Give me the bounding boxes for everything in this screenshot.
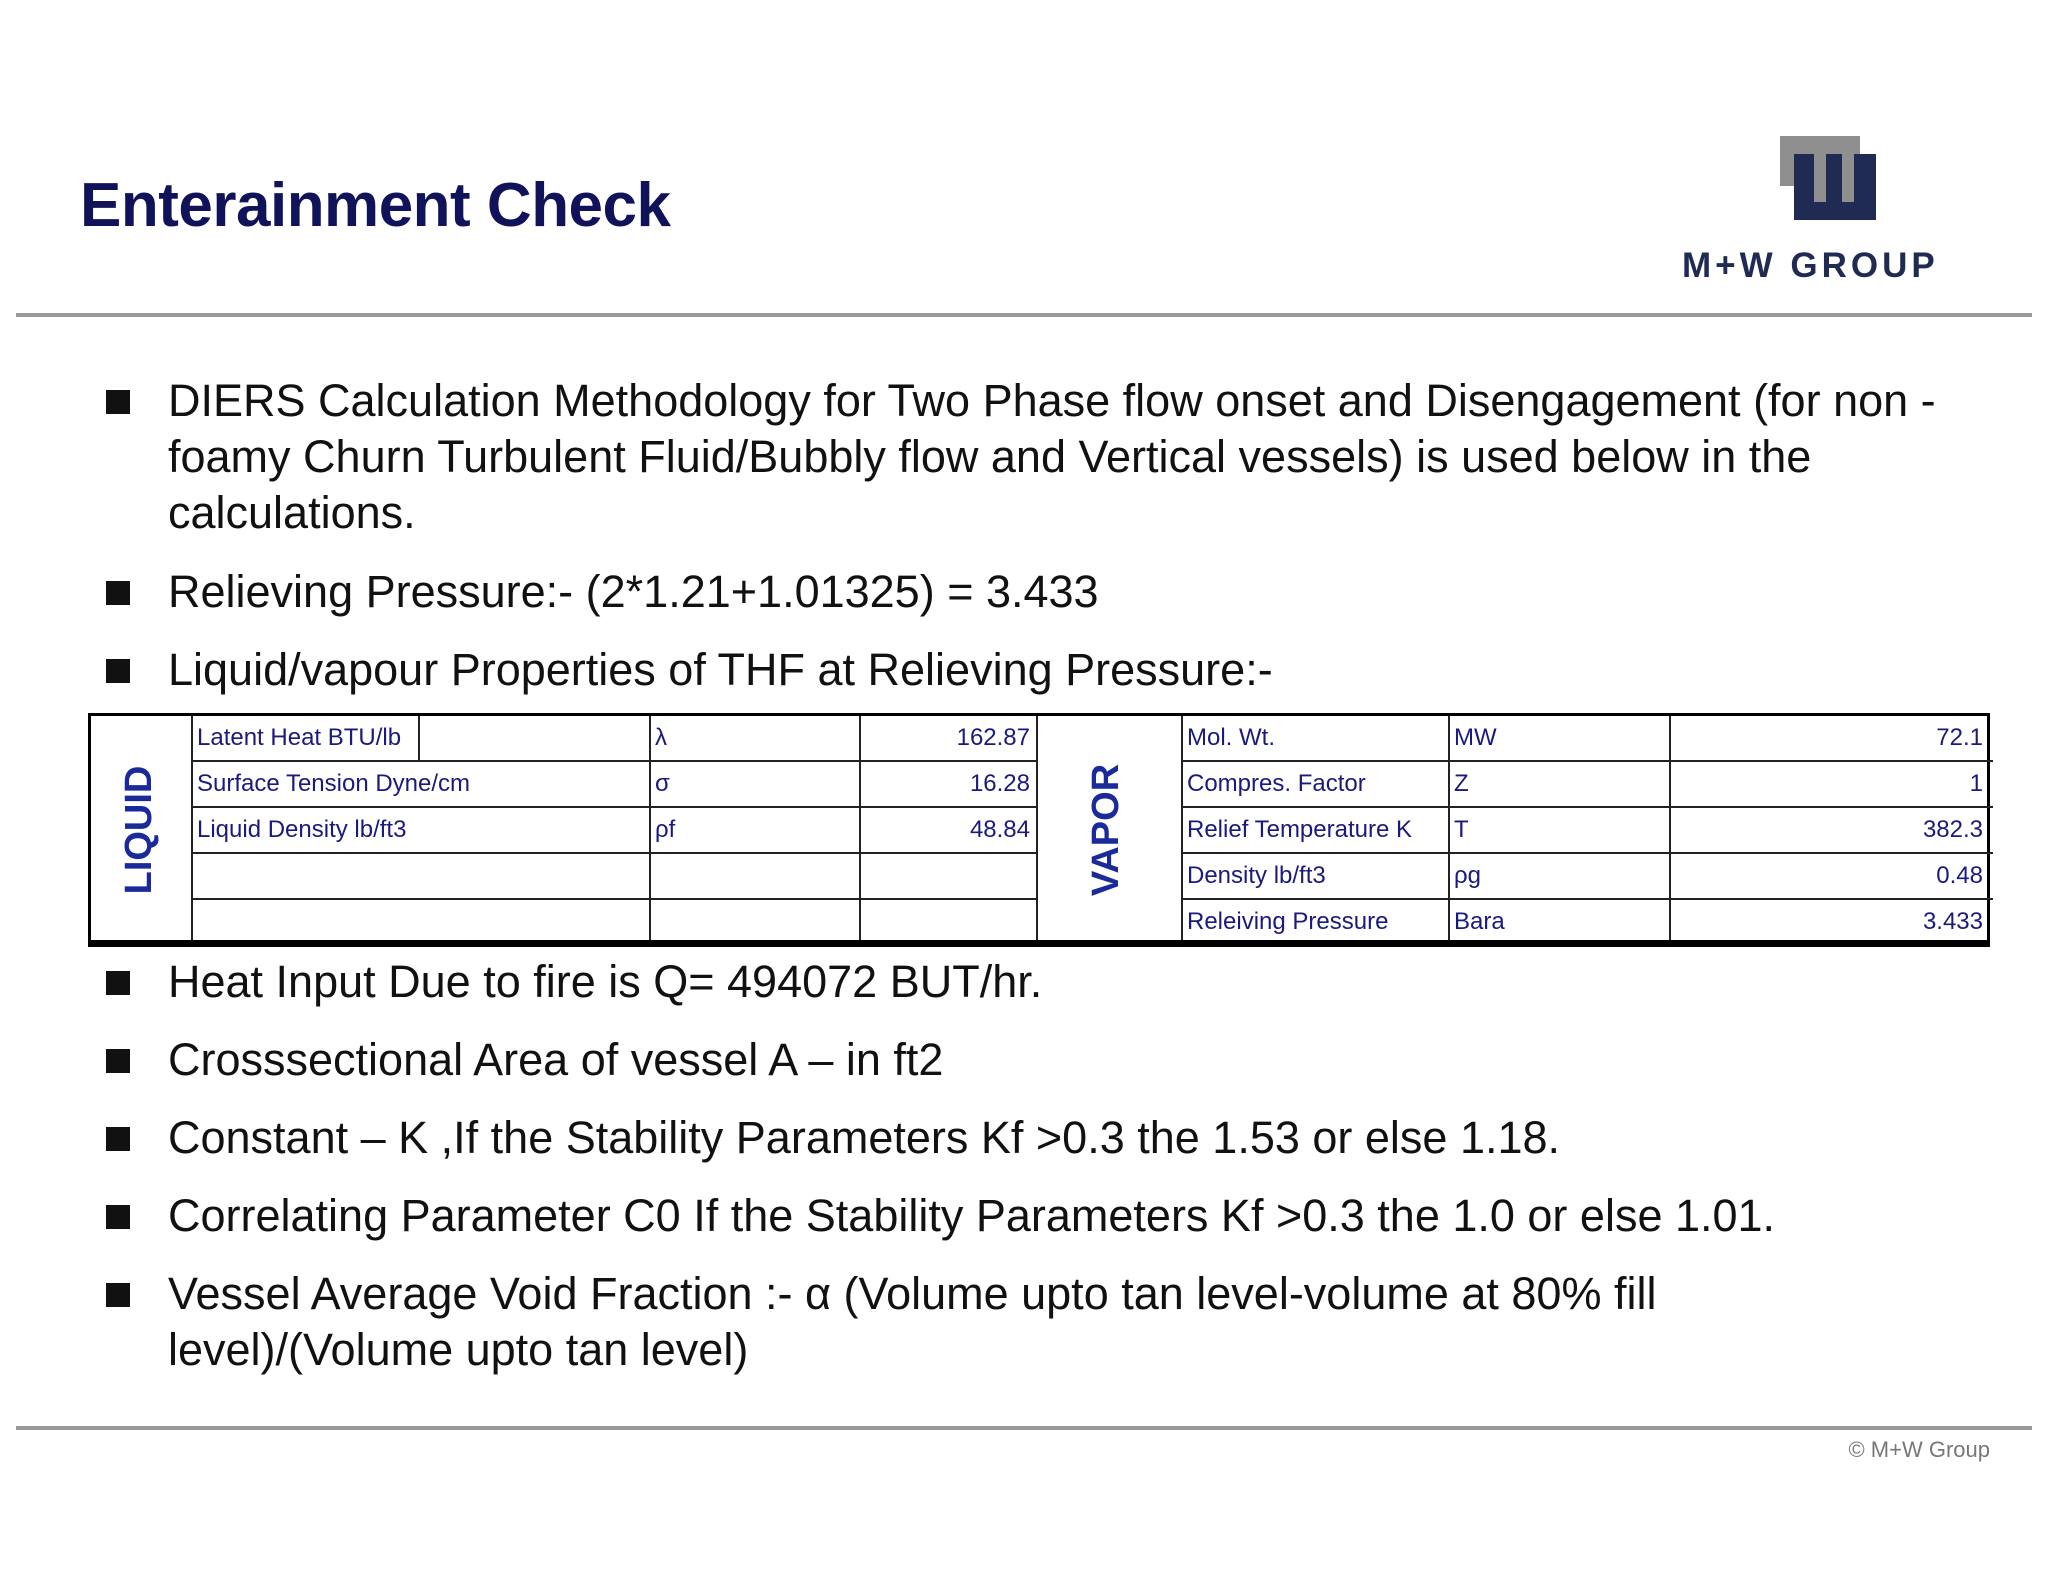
table-cell-symbol: ρf <box>655 816 676 843</box>
table-cell-value: 48.84 <box>969 816 1030 843</box>
vapor-label: VAPOR <box>1085 763 1127 897</box>
bullet-text: Liquid/vapour Properties of THF at Relieving Pressure:- <box>168 644 1273 695</box>
bullet-square-icon <box>106 581 130 605</box>
table-cell-property: Releiving Pressure <box>1187 908 1389 935</box>
table-cell-symbol: Z <box>1454 770 1469 797</box>
bullet-item <box>168 642 1968 698</box>
bullet-text: DIERS Calculation Methodology for Two Phase flow onset and Disengagement (for non -foamy Churn Turbulent Fluid/Bubbly flow and Vertical vessels) is used below in the calculations. <box>168 375 1936 538</box>
table-cell-symbol: ρg <box>1454 862 1481 889</box>
bullet-square-icon <box>106 1049 130 1073</box>
table-cell-symbol: MW <box>1454 724 1497 751</box>
table-cell-property: Density lb/ft3 <box>1187 862 1326 889</box>
bullet-square-icon <box>106 659 130 683</box>
table-cell-property: Compres. Factor <box>1187 770 1366 797</box>
bullet-square-icon <box>106 1283 130 1307</box>
bullet-text: Vessel Average Void Fraction :- α (Volume upto tan level-volume at 80% fill level)/(Volume upto tan level) <box>168 1268 1657 1375</box>
table-cell-value: 1 <box>1969 770 1983 797</box>
bullet-text: Heat Input Due to fire is Q= 494072 BUT/hr. <box>168 956 1043 1007</box>
table-cell-value: 162.87 <box>956 724 1030 751</box>
table-cell-property: Relief Temperature K <box>1187 816 1412 843</box>
table-cell-value: 72.1 <box>1936 724 1983 751</box>
company-logo <box>1680 134 1970 284</box>
footer-divider <box>16 1426 2032 1430</box>
table-cell-symbol: Bara <box>1454 908 1505 935</box>
table-cell-property: Mol. Wt. <box>1187 724 1275 751</box>
logo-text: M+W GROUP <box>1682 246 1939 285</box>
table-cell-value: 3.433 <box>1922 908 1983 935</box>
bullet-square-icon <box>106 1127 130 1151</box>
table-cell-value: 16.28 <box>969 770 1030 797</box>
liquid-label: LIQUID <box>118 765 160 895</box>
mw-logo-mark-icon <box>1780 136 1876 220</box>
bullet-item <box>168 564 1968 620</box>
bullet-text: Relieving Pressure:- (2*1.21+1.01325) = 3.433 <box>168 566 1099 617</box>
copyright-footer: © M+W Group <box>1848 1437 1990 1462</box>
table-cell-property: Latent Heat BTU/lb <box>197 724 402 751</box>
table-cell-value: 0.48 <box>1936 862 1983 889</box>
properties-table <box>88 713 1990 947</box>
table-cell-property: Liquid Density lb/ft3 <box>197 816 407 843</box>
bullet-item <box>168 1032 1968 1088</box>
table-cell-symbol: T <box>1454 816 1469 843</box>
bullet-item <box>168 373 1968 541</box>
bullet-square-icon <box>106 390 130 414</box>
bullet-text: Crosssectional Area of vessel A – in ft2 <box>168 1034 944 1085</box>
table-cell-value: 382.3 <box>1922 816 1983 843</box>
page-title: Enterainment Check <box>80 171 671 240</box>
table-cell-property: Surface Tension Dyne/cm <box>197 770 471 797</box>
bullet-item <box>168 954 1968 1010</box>
bullet-text: Correlating Parameter C0 If the Stability Parameters Kf >0.3 the 1.0 or else 1.01. <box>168 1190 1776 1241</box>
bullet-item <box>168 1110 1968 1166</box>
bullet-item <box>168 1188 1968 1244</box>
bullet-text: Constant – K ,If the Stability Parameters Kf >0.3 the 1.53 or else 1.18. <box>168 1112 1561 1163</box>
bullet-square-icon <box>106 971 130 995</box>
header-divider <box>16 313 2032 317</box>
table-cell-symbol: σ <box>655 770 670 797</box>
bullet-square-icon <box>106 1205 130 1229</box>
bullet-item <box>168 1266 1808 1378</box>
table-cell-symbol: λ <box>655 724 667 751</box>
